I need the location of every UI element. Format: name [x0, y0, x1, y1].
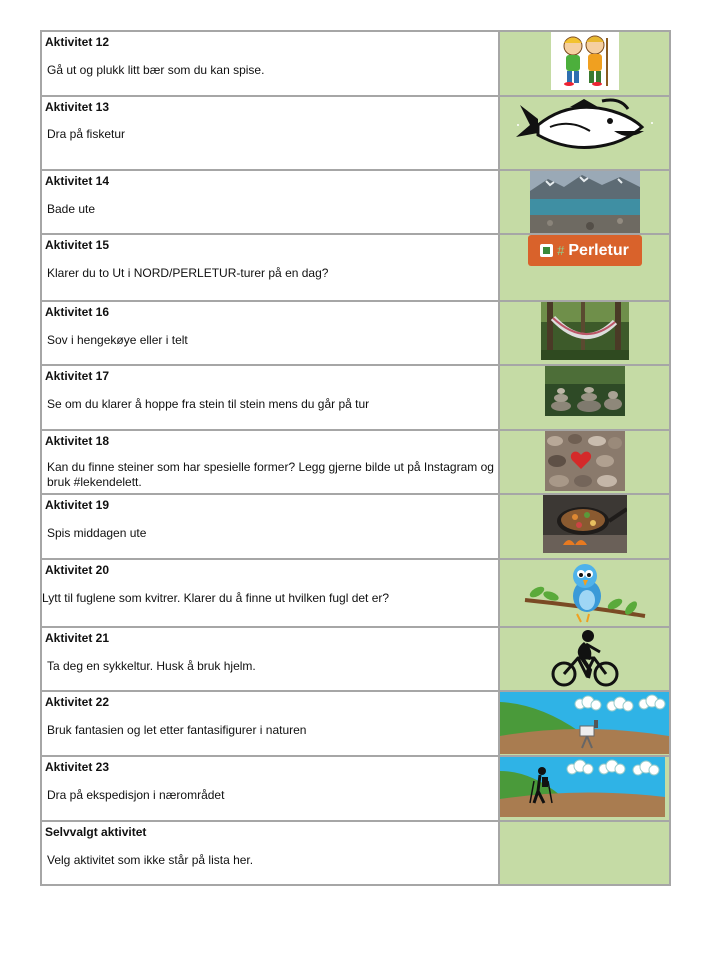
- activity-image-cell: [499, 430, 670, 494]
- activity-description: Kan du finne steiner som har spesielle former? Legg gjerne bilde ut på Instagram og bruk #lekendelett.: [47, 460, 494, 489]
- activity-description: Bruk fantasien og let etter fantasifigurer i naturen: [47, 723, 307, 737]
- activity-text-cell: [41, 756, 499, 821]
- activity-description: Se om du klarer å hoppe fra stein til stein mens du går på tur: [47, 397, 370, 411]
- activity-image-cell: [499, 627, 670, 691]
- activity-description: Spis middagen ute: [47, 526, 147, 540]
- activity-text-cell: [41, 96, 499, 170]
- activity-image-cell: [499, 691, 670, 756]
- activity-row: [41, 96, 670, 170]
- activity-row: [41, 756, 670, 821]
- activity-text-cell: [41, 430, 499, 494]
- activity-text-cell: [41, 31, 499, 96]
- landscape-camera-icon: [500, 692, 669, 754]
- activity-row: [41, 430, 670, 494]
- activity-text-cell: [41, 691, 499, 756]
- activity-title: Aktivitet 18: [45, 434, 110, 448]
- activity-text-cell: [41, 365, 499, 430]
- activity-title: Aktivitet 20: [45, 563, 110, 577]
- activity-description: Lytt til fuglene som kvitrer. Klarer du å finne ut hvilken fugl det er?: [42, 591, 390, 605]
- perletur-logo-text: Perletur: [568, 241, 629, 259]
- activity-image-cell: [499, 821, 670, 885]
- activity-description: Klarer du to Ut i NORD/PERLETUR-turer på en dag?: [47, 266, 329, 280]
- activity-row: [41, 31, 670, 96]
- activity-image-cell: [499, 96, 670, 170]
- cyclist-icon: [550, 628, 620, 688]
- heart-stone-photo: [545, 431, 625, 491]
- activity-text-cell: [41, 494, 499, 559]
- stone-cairns-photo: [545, 366, 625, 416]
- activity-title: Aktivitet 19: [45, 498, 110, 512]
- activity-image-cell: [499, 494, 670, 559]
- activity-row: [41, 559, 670, 627]
- landscape-hiker-icon: [500, 757, 665, 817]
- activity-image-cell: [499, 301, 670, 365]
- activity-row: [41, 494, 670, 559]
- children-hiking-icon: [551, 32, 619, 90]
- activity-row: [41, 691, 670, 756]
- activity-row: [41, 821, 670, 885]
- activity-description: Dra på fisketur: [47, 127, 126, 141]
- activity-row: [41, 627, 670, 691]
- activity-image-cell: [499, 559, 670, 627]
- activity-title: Aktivitet 17: [45, 369, 110, 383]
- activity-title: Aktivitet 13: [45, 100, 110, 114]
- activity-row: [41, 234, 670, 301]
- activity-image-cell: [499, 234, 670, 301]
- bird-icon: [523, 560, 647, 626]
- fish-icon: [510, 97, 660, 159]
- perletur-logo: [528, 235, 642, 266]
- activity-description: Sov i hengekøye eller i telt: [47, 333, 188, 347]
- activity-text-cell: [41, 559, 499, 627]
- perletur-hash-icon: #: [557, 243, 565, 258]
- activity-text-cell: [41, 234, 499, 301]
- activity-description: Bade ute: [47, 202, 96, 216]
- activity-title: Aktivitet 21: [45, 631, 110, 645]
- perletur-badge-icon: [540, 244, 553, 257]
- activity-text-cell: [41, 821, 499, 885]
- activity-image-cell: [499, 365, 670, 430]
- activity-text-cell: [41, 170, 499, 234]
- activity-description: Velg aktivitet som ikke står på lista her.: [47, 853, 254, 867]
- activity-title: Aktivitet 16: [45, 305, 110, 319]
- activity-description: Dra på ekspedisjon i nærområdet: [47, 788, 225, 802]
- activity-row: [41, 301, 670, 365]
- activity-title: Aktivitet 23: [45, 760, 110, 774]
- activity-title: Selvvalgt aktivitet: [45, 825, 147, 839]
- activity-image-cell: [499, 170, 670, 234]
- activity-title: Aktivitet 14: [45, 174, 110, 188]
- activity-title: Aktivitet 22: [45, 695, 110, 709]
- activity-title: Aktivitet 12: [45, 35, 110, 49]
- activity-row: [41, 365, 670, 430]
- activity-image-cell: [499, 31, 670, 96]
- activity-image-cell: [499, 756, 670, 821]
- activity-text-cell: [41, 301, 499, 365]
- activity-title: Aktivitet 15: [45, 238, 110, 252]
- hammock-photo: [541, 302, 629, 360]
- activity-row: [41, 170, 670, 234]
- activity-table: [40, 30, 671, 886]
- mountain-lake-photo: [530, 171, 640, 233]
- activity-description: Gå ut og plukk litt bær som du kan spise.: [47, 63, 265, 77]
- activity-description: Ta deg en sykkeltur. Husk å bruk hjelm.: [47, 659, 256, 673]
- activity-text-cell: [41, 627, 499, 691]
- campfire-pan-photo: [543, 495, 627, 553]
